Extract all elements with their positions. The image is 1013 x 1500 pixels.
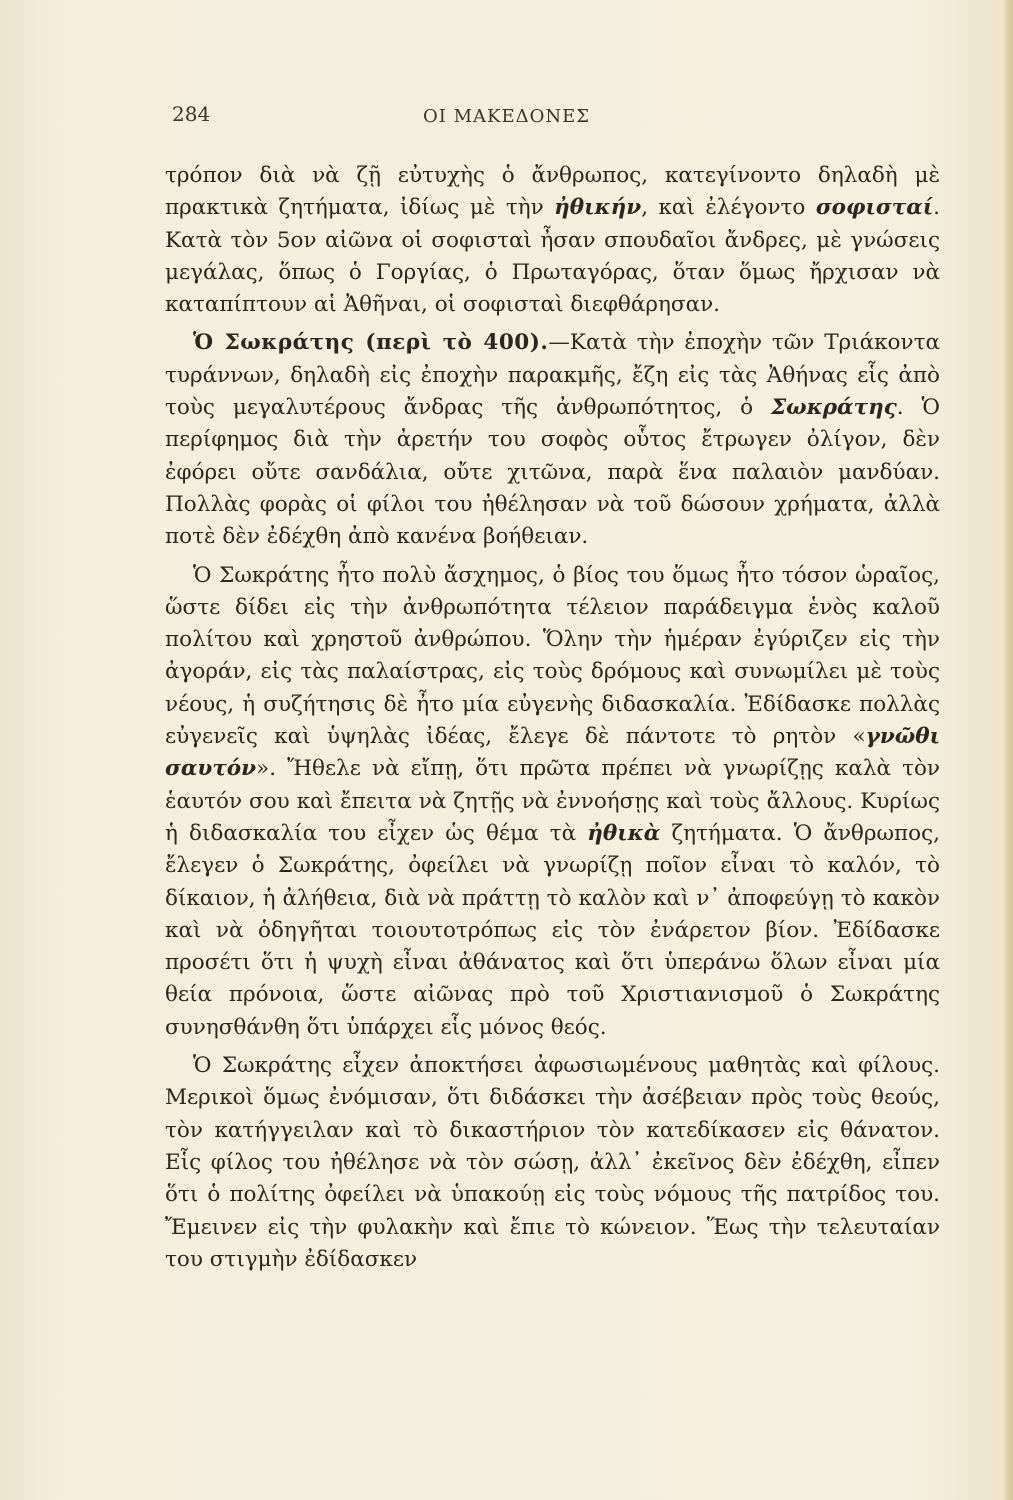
page-header	[0, 96, 1013, 136]
section-heading: Ὁ Σωκράτης (περὶ τὸ 400).	[193, 330, 549, 356]
paragraph-socrates-death: Ὁ Σωκράτης εἶχεν ἀποκτήσει ἀφωσιωμένους μαθητὰς καὶ φίλους. Μερικοὶ ὅμως ἐνόμισαν, ὅτι διδάσκει τὴν ἀσέβειαν πρὸς τοὺς θεούς, τὸν κατήγγειλαν καὶ τὸ δικαστήριον τὸν κατεδίκασεν εἰς θάνατον. Εἷς φίλος του ἠθέλησε νὰ τὸν σώσῃ, ἀλλ᾿ ἐκεῖνος δὲν ἐδέχθη, εἶπεν ὅτι ὁ πολίτης ὀφείλει νὰ ὑπακούῃ εἰς τοὺς νόμους τῆς πατρίδος του. Ἔμεινεν εἰς τὴν φυλακὴν καὶ ἔπιε τὸ κώνειον. Ἕως τὴν τελευταίαν του στιγμὴν ἐδίδασκεν	[165, 1053, 940, 1272]
body-text	[165, 160, 940, 1276]
page-edge	[1005, 0, 1013, 1500]
term-ethical: ἠθικὰ	[587, 820, 661, 846]
term-ethics: ἠθικήν	[554, 195, 642, 221]
running-title: ΟΙ ΜΑΚΕΔΟΝΕΣ	[423, 106, 590, 127]
paragraph-socrates-teaching: Ὁ Σωκράτης ἦτο πολὺ ἄσχημος, ὁ βίος του ὅμως ἦτο τόσον ὡραῖος, ὥστε δίδει εἰς τὴν ἀνθρωπότητα τέλειον παράδειγμα ἑνὸς καλοῦ πολίτου καὶ χρηστοῦ ἀνθρώπου. Ὅλην τὴν ἡμέραν ἐγύριζεν εἰς τὴν ἀγοράν, εἰς τὰς παλαίστρας, εἰς τοὺς δρόμους καὶ συνωμίλει μὲ τοὺς νέους, ἡ συζήτησις δὲ ἦτο μία εὐγενὴς διδασκαλία. Ἐδίδασκε πολλὰς εὐγενεῖς καὶ ὑψηλὰς ἰδέας, ἔλεγε δὲ πάντοτε τὸ ρητὸν «γνῶθι σαυτόν». Ἤθελε νὰ εἴπῃ, ὅτι πρῶτα πρέπει νὰ γνωρίζῃς καλὰ τὸν ἑαυτόν σου καὶ ἔπειτα νὰ ζητῇς νὰ ἐννοήσῃς καὶ τοὺς ἄλλους. Κυρίως ἡ διδασκαλία του εἶχεν ὡς θέμα τὰ ἠθικὰ ζητήματα. Ὁ ἄνθρωπος, ἔλεγεν ὁ Σωκράτης, ὀφείλει νὰ γνωρίζῃ ποῖον εἶναι τὸ καλόν, τὸ δίκαιον, ἡ ἀλήθεια, διὰ νὰ πράττῃ τὸ καλὸν καὶ ν᾿ ἀποφεύγῃ τὸ κακὸν καὶ νὰ ὁδηγῆται τοιουτοτρόπως εἰς τὸν ἐνάρετον βίον. Ἐδίδασκε προσέτι ὅτι ἡ ψυχὴ εἶναι ἀθάνατος καὶ ὅτι ὑπεράνω ὅλων εἶναι μία θεία πρόνοια, ὥστε αἰῶνας πρὸ τοῦ Χριστιανισμοῦ ὁ Σωκράτης συνησθάνθη ὅτι ὑπάρχει εἷς μόνος θεός.	[165, 562, 940, 1040]
term-sophists: σοφισταί	[815, 195, 934, 221]
page-number: 284	[172, 102, 211, 126]
paragraph-sophists: τρόπον διὰ νὰ ζῇ εὐτυχὴς ὁ ἄνθρωπος, κατεγίνοντο δηλαδὴ μὲ πρακτικὰ ζητήματα, ἰδίως μὲ τὴν ἠθικήν, καὶ ἐλέγοντο σοφισταί. Κατὰ τὸν 5ον αἰῶνα οἱ σοφισταὶ ἦσαν σπουδαῖοι ἄνδρες, μὲ γνώσεις μεγάλας, ὅπως ὁ Γοργίας, ὁ Πρωταγόρας, ὅταν ὅμως ἤρχισαν νὰ καταπίπτουν αἱ Ἀθῆναι, οἱ σοφισταὶ διεφθάρησαν.	[165, 163, 940, 318]
term-socrates: Σωκράτης	[770, 395, 897, 421]
paragraph-socrates-intro: Ὁ Σωκράτης (περὶ τὸ 400).—Κατὰ τὴν ἐποχὴν τῶν Τριάκοντα τυράννων, δηλαδὴ εἰς ἐποχὴν παρακμῆς, ἔζη εἰς τὰς Ἀθήνας εἷς ἀπὸ τοὺς μεγαλυτέρους ἄνδρας τῆς ἀνθρωπότητος, ὁ Σωκράτης. Ὁ περίφημος διὰ τὴν ἀρετήν του σοφὸς οὗτος ἔτρωγεν ὀλίγον, δὲν ἐφόρει οὔτε σανδάλια, οὔτε χιτῶνα, παρὰ ἕνα παλαιὸν μανδύαν. Πολλὰς φορὰς οἱ φίλοι του ἠθέλησαν νὰ τοῦ δώσουν χρήματα, ἀλλὰ ποτὲ δὲν ἐδέχθη ἀπὸ κανένα βοήθειαν.	[165, 330, 940, 550]
term-know-thyself: γνῶθι σαυτόν	[165, 724, 940, 782]
